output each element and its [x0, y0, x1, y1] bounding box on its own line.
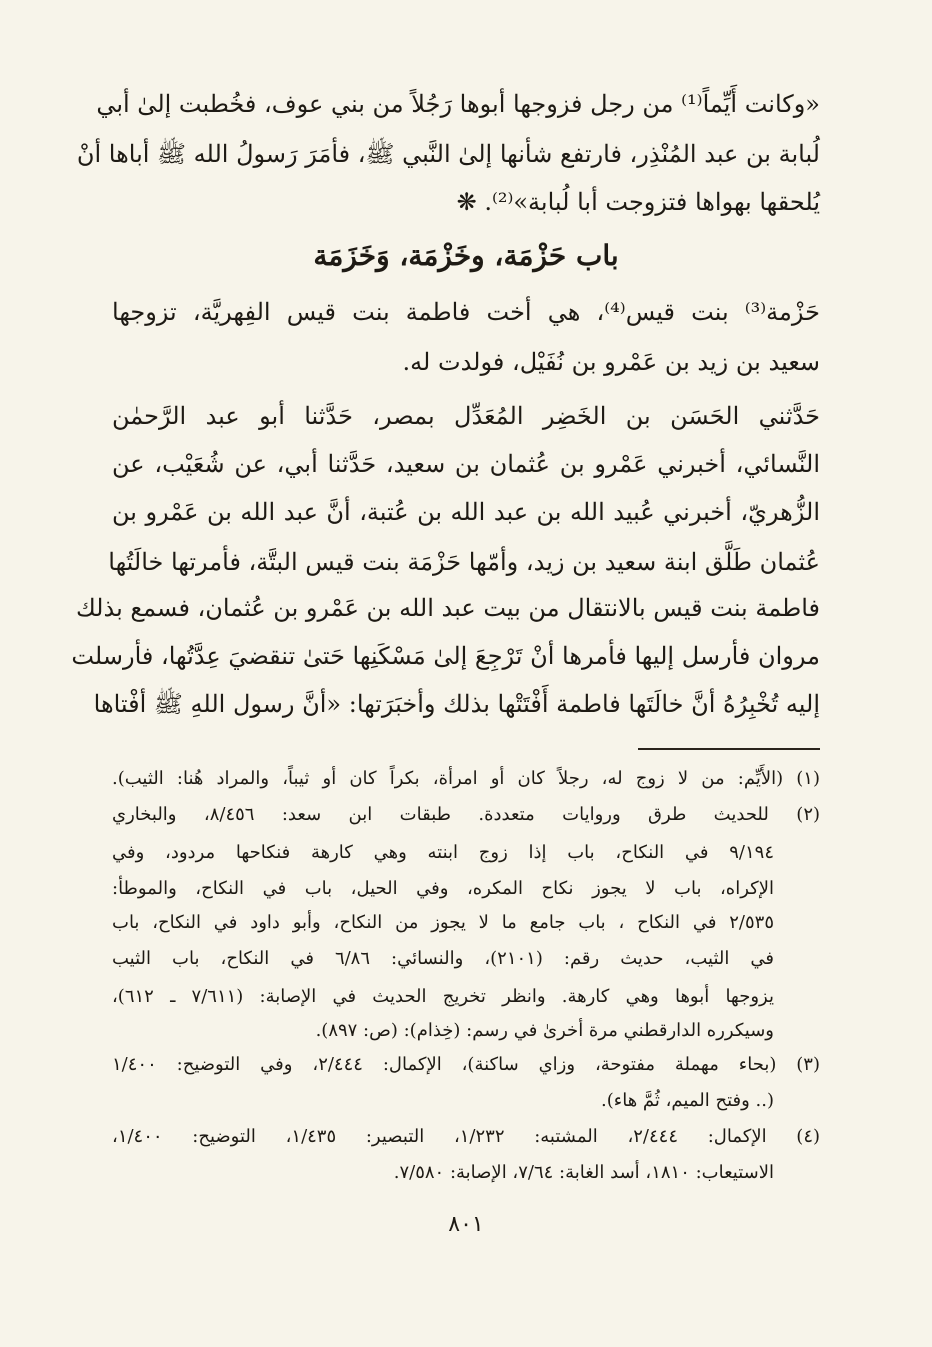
text-line: الزُّهريّ، أخبرني عُبيد الله بن عبد الله بن عُتبة، أنَّ عبد الله بن عَمْرو بن: [112, 498, 820, 526]
text-line: فاطمة بنت قيس بالانتقال من بيت عبد الله بن عَمْرو بن عُثمان، فسمع بذلك: [75, 594, 820, 622]
footnote-line: (٤) الإكمال: ٢/٤٤٤، المشتبه: ١/٢٣٢، التبصير: ١/٤٣٥، التوضيح: ١/٤٠٠،: [112, 1126, 821, 1147]
footnote-line: ٩/١٩٤ في النكاح، باب إذا زوج ابنته وهي كارهة فنكاحها مردود، وفي: [112, 842, 774, 863]
text-line: يُلحقها بهواها فتزوجت أبا لُبابة»⁽²⁾. ❋: [456, 188, 820, 216]
text-line: لُبابة بن عبد المُنْذِر، فارتفع شأنها إلىٰ النَّبي ﷺ، فأمَرَ رَسولُ الله ﷺ أباها أنْ: [76, 140, 820, 168]
footnote-line: (.. وفتح الميم، ثُمَّ هاء).: [601, 1090, 774, 1111]
text-line: حَزْمة⁽³⁾ بنت قيس⁽⁴⁾، هي أخت فاطمة بنت قيس الفِهريَّة، تزوجها: [112, 298, 820, 326]
text-line: «وكانت أَيِّماً⁽¹⁾ من رجل فزوجها أبوها رَجُلاً من بني عوف، فخُطبت إلىٰ أبي: [96, 90, 820, 118]
footnote-line: وسيكرره الدارقطني مرة أخرىٰ في رسم: (خِذام): (ص: ٨٩٧).: [315, 1020, 774, 1041]
text-line: عُثمان طَلَّق ابنة سعيد بن زيد، وأمّها حَزْمَة بنت قيس البتَّة، فأمرتها خالَتُها: [108, 548, 820, 576]
footnote-line: (٣) (بحاء مهملة مفتوحة، وزاي ساكنة)، الإكمال: ٢/٤٤٤، وفي التوضيح: ١/٤٠٠: [112, 1054, 820, 1075]
footnote-line: الإكراه، باب لا يجوز نكاح المكره، وفي الحيل، باب في النكاح، والموطأ:: [112, 878, 774, 899]
text-line: مروان فأرسل إليها فأمرها أنْ تَرْجِعَ إلىٰ مَسْكَنِها حَتىٰ تنقضيَ عِدَّتُها، فأرسلت: [71, 642, 820, 670]
chapter-heading: باب حَزْمَة، وخَزْمَة، وَخَزَمَة: [313, 239, 619, 272]
text-line: إليه تُخْبِرُهُ أنَّ خالَتَها فاطمة أَفْتَتْها بذلك وأخبَرَتها: «أنَّ رسول اللهِ ﷺ أفْتاها: [93, 690, 820, 718]
text-line: حَدَّثني الحَسَن بن الخَضِر المُعَدِّل بمصر، حَدَّثنا أبو عبد الرَّحمٰن: [112, 402, 820, 430]
footnote-line: (٢) للحديث طرق وروايات متعددة. طبقات ابن سعد: ٨/٤٥٦، والبخاري: [112, 804, 821, 825]
footnote-line: يزوجها أبوها وهي كارهة. وانظر تخريج الحديث في الإصابة: (٧/٦١١ ـ ٦١٢)،: [112, 986, 774, 1007]
footnote-line: في الثيب، حديث رقم: (٢١٠١)، والنسائي: ٦/٨٦ في النكاح، باب الثيب: [112, 948, 774, 969]
footnote-line: ٢/٥٣٥ في النكاح ، باب جامع ما لا يجوز من النكاح، وأبو داود في النكاح، باب: [112, 912, 774, 933]
footnote-line: (١) (الأَيِّم: من لا زوج له، رجلاً كان أو امرأة، بكراً كان أو ثيباً، والمراد هُنا: الثيب).: [112, 768, 820, 789]
footnote-divider: [638, 748, 820, 750]
text-line: سعيد بن زيد بن عَمْرو بن نُفَيْل، فولدت له.: [402, 348, 820, 376]
footnote-line: الاستيعاب: ١٨١٠، أسد الغابة: ٧/٦٤، الإصابة: ٧/٥٨٠.: [393, 1162, 774, 1183]
page-number: ٨٠١: [448, 1212, 484, 1237]
text-line: النَّسائي، أخبرني عَمْرو بن عُثمان بن سعيد، حَدَّثنا أبي، عن شُعَيْب، عن: [112, 450, 820, 478]
